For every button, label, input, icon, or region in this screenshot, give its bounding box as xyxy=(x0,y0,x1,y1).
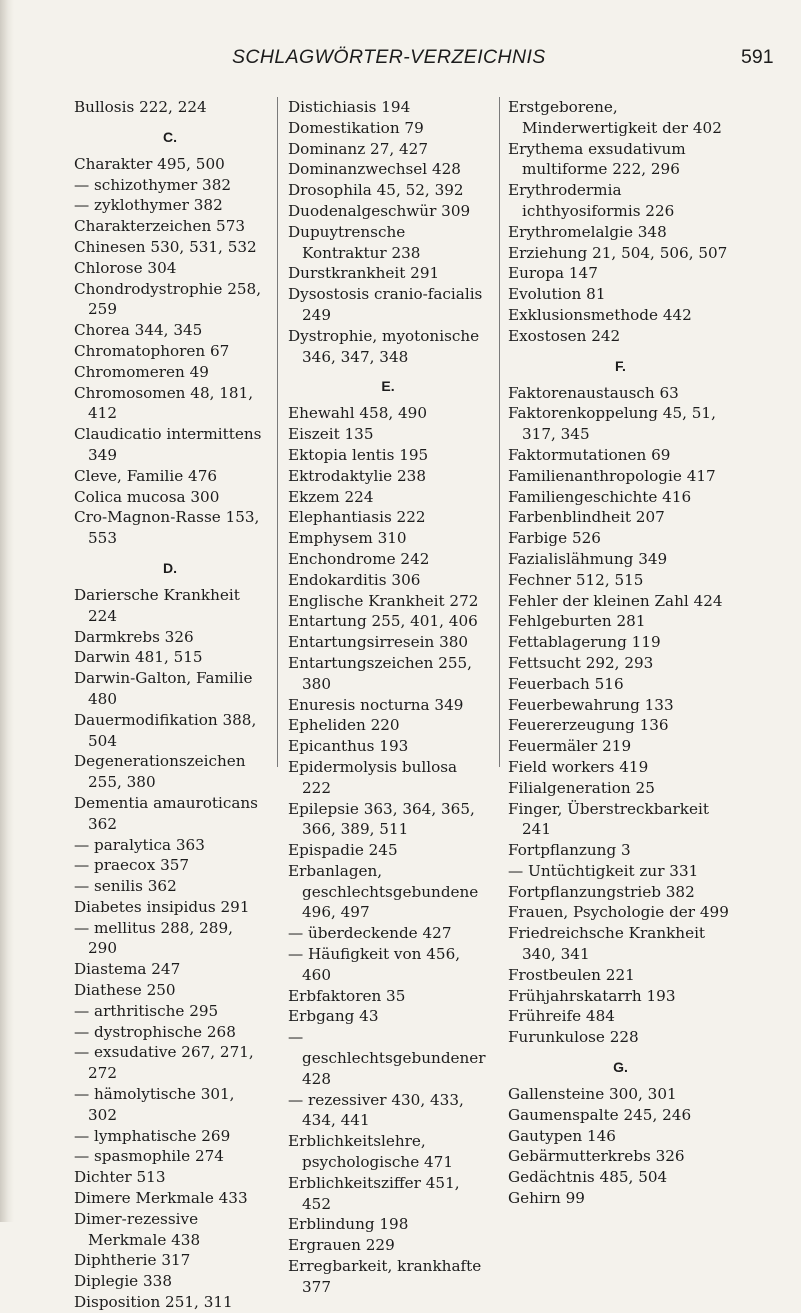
index-entry: Evolution 81 xyxy=(508,285,606,304)
index-entry: Chromatophoren 67 xyxy=(74,341,230,360)
index-entry: Fettablagerung 119 xyxy=(508,633,661,652)
index-entry: Diphtherie 317 xyxy=(74,1251,191,1270)
index-entry: — Häufigkeit von 456, 460 xyxy=(288,945,461,984)
index-entry: Entartung 255, 401, 406 xyxy=(288,612,478,631)
index-entry: Familienanthropologie 417 xyxy=(508,466,716,485)
index-entry: Farbenblindheit 207 xyxy=(508,508,665,527)
page-header xyxy=(0,46,801,76)
index-entry: Ektopia lentis 195 xyxy=(288,445,429,464)
index-entry: Fazialislähmung 349 xyxy=(508,549,668,568)
index-entry: — hämolytische 301, 302 xyxy=(74,1085,235,1124)
index-entry: Frühreife 484 xyxy=(508,1007,615,1026)
index-entry: Enchondrome 242 xyxy=(288,549,430,568)
index-column-1 xyxy=(74,97,266,1312)
index-entry: Ektrodaktylie 238 xyxy=(288,466,426,485)
page-title: SCHLAGWÖRTER-VERZEICHNIS xyxy=(232,46,546,68)
index-column-3 xyxy=(508,97,733,1208)
index-entry: Exklusionsmethode 442 xyxy=(508,305,692,324)
index-entry: Disposition 251, 311 xyxy=(74,1293,233,1312)
index-entry: Erythrodermia ichthyosiformis 226 xyxy=(508,181,675,220)
index-entry: — spasmophile 274 xyxy=(74,1147,224,1166)
page-number: 591 xyxy=(741,46,774,68)
index-entry: Fehlgeburten 281 xyxy=(508,612,646,631)
index-entry: Chinesen 530, 531, 532 xyxy=(74,237,257,256)
index-entry: Feuererzeugung 136 xyxy=(508,716,669,735)
index-entry: Dariersche Krankheit 224 xyxy=(74,585,240,625)
index-entry: — lymphatische 269 xyxy=(74,1126,231,1145)
index-entry: Englische Krankheit 272 xyxy=(288,591,479,610)
index-entry: Gebärmutterkrebs 326 xyxy=(508,1147,685,1166)
index-entry: Epidermolysis bullosa 222 xyxy=(288,757,458,797)
section-letter: G. xyxy=(613,1059,628,1076)
index-entry: Distichiasis 194 xyxy=(288,98,411,116)
section-letter: F. xyxy=(615,357,626,374)
index-entry: Erblichkeitsziffer 451, 452 xyxy=(288,1173,460,1213)
index-entry: Erbanlagen, geschlechtsgebundene 496, 497 xyxy=(288,861,479,922)
index-entry: — schizothymer 382 xyxy=(74,175,232,194)
index-entry: Frostbeulen 221 xyxy=(508,965,635,984)
index-entry: Fettsucht 292, 293 xyxy=(508,653,654,672)
index-entry: Filialgeneration 25 xyxy=(508,778,655,797)
index-entry: Dichter 513 xyxy=(74,1168,166,1187)
index-entry: — zyklothymer 382 xyxy=(74,196,223,215)
index-entry: Fortpflanzungstrieb 382 xyxy=(508,882,695,901)
index-entry: Eiszeit 135 xyxy=(288,425,374,444)
index-entry: — Untüchtigkeit zur 331 xyxy=(508,861,699,880)
index-entry: Darmkrebs 326 xyxy=(74,627,194,646)
index-entry: Gallensteine 300, 301 xyxy=(508,1085,677,1104)
index-entry: Ehewahl 458, 490 xyxy=(288,404,428,423)
book-spine-shadow xyxy=(0,0,14,1222)
index-entry: Field workers 419 xyxy=(508,757,649,776)
section-letter: C. xyxy=(163,128,177,145)
index-column-2 xyxy=(288,97,488,1296)
index-entry: Erblichkeitslehre, psychologische 471 xyxy=(288,1132,453,1172)
index-entry: Feuerbewahrung 133 xyxy=(508,695,674,714)
index-entry: Charakterzeichen 573 xyxy=(74,217,246,236)
index-entry: Charakter 495, 500 xyxy=(74,154,225,173)
index-entry: Epispadie 245 xyxy=(288,841,398,860)
index-entry: Erstgeborene, Minderwertigkeit der 402 xyxy=(508,98,722,137)
index-entry: Frauen, Psychologie der 499 xyxy=(508,903,729,922)
index-entry: Dysostosis cranio-facialis 249 xyxy=(288,285,483,324)
index-entry: Erythromelalgie 348 xyxy=(508,222,667,241)
index-entry: Europa 147 xyxy=(508,264,598,283)
index-entry: Dominanz 27, 427 xyxy=(288,139,428,158)
index-entry: Faktorenkoppelung 45, 51, 317, 345 xyxy=(508,404,716,444)
index-entry: Erythema exsudativum multiforme 222, 296 xyxy=(508,139,686,179)
section-letter: E. xyxy=(381,378,395,395)
index-entry: Duodenalgeschwür 309 xyxy=(288,201,471,220)
index-entry: — senilis 362 xyxy=(74,877,177,896)
index-entry: — exsudative 267, 271, 272 xyxy=(74,1043,254,1083)
index-entry: Feuermäler 219 xyxy=(508,737,632,756)
index-entry: Colica mucosa 300 xyxy=(74,487,220,506)
index-entry: — arthritische 295 xyxy=(74,1001,219,1020)
column-divider-2 xyxy=(499,97,500,767)
index-entry: Drosophila 45, 52, 392 xyxy=(288,181,464,200)
index-entry: Chorea 344, 345 xyxy=(74,321,203,340)
index-entry: Dimer-rezessive Merkmale 438 xyxy=(74,1209,201,1249)
index-entry: Dupuytrensche Kontraktur 238 xyxy=(288,222,421,262)
index-entry: Diplegie 338 xyxy=(74,1272,172,1291)
index-entry: Gedächtnis 485, 504 xyxy=(508,1168,668,1187)
index-entry: Dominanzwechsel 428 xyxy=(288,160,461,179)
index-entry: Ekzem 224 xyxy=(288,487,374,506)
index-entry: — geschlechtsgebundener 428 xyxy=(288,1028,486,1088)
index-entry: Fehler der kleinen Zahl 424 xyxy=(508,591,723,610)
index-entry: Dimere Merkmale 433 xyxy=(74,1189,248,1208)
index-entry: — rezessiver 430, 433, 434, 441 xyxy=(288,1090,464,1130)
index-entry: Endokarditis 306 xyxy=(288,570,421,589)
index-entry: Erziehung 21, 504, 506, 507 xyxy=(508,243,728,262)
index-entry: Diastema 247 xyxy=(74,960,181,979)
index-entry: Durstkrankheit 291 xyxy=(288,264,440,283)
section-letter: D. xyxy=(163,559,177,576)
index-entry: Entartungszeichen 255, 380 xyxy=(288,653,473,693)
index-entry: Erregbarkeit, krankhafte 377 xyxy=(288,1257,482,1296)
index-entry: Cro-Magnon-Rasse 153, 553 xyxy=(74,508,260,548)
index-entry: Dauermodifikation 388, 504 xyxy=(74,710,257,750)
index-entry: — mellitus 288, 289, 290 xyxy=(74,918,233,958)
index-entry: Darwin 481, 515 xyxy=(74,648,203,667)
index-entry: Enuresis nocturna 349 xyxy=(288,695,464,714)
index-entry: Chlorose 304 xyxy=(74,258,177,277)
index-entry: Degenerationszeichen 255, 380 xyxy=(74,752,246,792)
index-entry: Dementia amauroticans 362 xyxy=(74,793,258,833)
index-entry: Gaumenspalte 245, 246 xyxy=(508,1105,692,1124)
index-entry: Epheliden 220 xyxy=(288,716,400,735)
index-entry: Familiengeschichte 416 xyxy=(508,487,692,506)
index-entry: Chondrodystrophie 258, 259 xyxy=(74,279,262,319)
index-entry: Fortpflanzung 3 xyxy=(508,841,631,860)
index-entry: Gautypen 146 xyxy=(508,1126,616,1145)
index-entry: Farbige 526 xyxy=(508,529,601,548)
index-entry: Dystrophie, myotonische 346, 347, 348 xyxy=(288,326,480,366)
index-entry: Friedreichsche Krankheit 340, 341 xyxy=(508,924,706,964)
index-entry: Cleve, Familie 476 xyxy=(74,466,218,485)
index-entry: Finger, Überstreckbarkeit 241 xyxy=(508,799,709,839)
index-entry: Frühjahrskatarrh 193 xyxy=(508,986,676,1005)
index-entry: — paralytica 363 xyxy=(74,835,205,854)
index-entry: Diathese 250 xyxy=(74,981,176,1000)
index-entry: Faktorenaustausch 63 xyxy=(508,383,679,402)
index-entry: — praecox 357 xyxy=(74,856,190,875)
index-entry: Fechner 512, 515 xyxy=(508,570,644,589)
index-entry: Epicanthus 193 xyxy=(288,737,409,756)
index-entry: — dystrophische 268 xyxy=(74,1022,236,1041)
index-entry: Epilepsie 363, 364, 365, 366, 389, 511 xyxy=(288,799,475,839)
index-entry: Furunkulose 228 xyxy=(508,1028,639,1047)
index-entry: Gehirn 99 xyxy=(508,1189,585,1208)
index-entry: Exostosen 242 xyxy=(508,326,621,345)
index-entry: Darwin-Galton, Familie 480 xyxy=(74,669,253,708)
index-entry: Erbfaktoren 35 xyxy=(288,986,406,1005)
index-entry: Erblindung 198 xyxy=(288,1215,409,1234)
index-entry: Bullosis 222, 224 xyxy=(74,98,207,116)
index-entry: Faktormutationen 69 xyxy=(508,445,671,464)
index-entry: Ergrauen 229 xyxy=(288,1236,395,1255)
index-entry: Erbgang 43 xyxy=(288,1007,379,1026)
index-entry: Claudicatio intermittens 349 xyxy=(74,425,262,464)
index-entry: — überdeckende 427 xyxy=(288,924,452,943)
column-divider-1 xyxy=(277,97,278,767)
index-entry: Chromosomen 48, 181, 412 xyxy=(74,383,254,423)
index-entry: Elephantiasis 222 xyxy=(288,508,426,527)
index-entry: Diabetes insipidus 291 xyxy=(74,897,250,916)
index-entry: Feuerbach 516 xyxy=(508,674,624,693)
index-entry: Domestikation 79 xyxy=(288,118,424,137)
index-entry: Entartungsirresein 380 xyxy=(288,633,469,652)
index-entry: Emphysem 310 xyxy=(288,529,407,548)
index-entry: Chromomeren 49 xyxy=(74,362,209,381)
